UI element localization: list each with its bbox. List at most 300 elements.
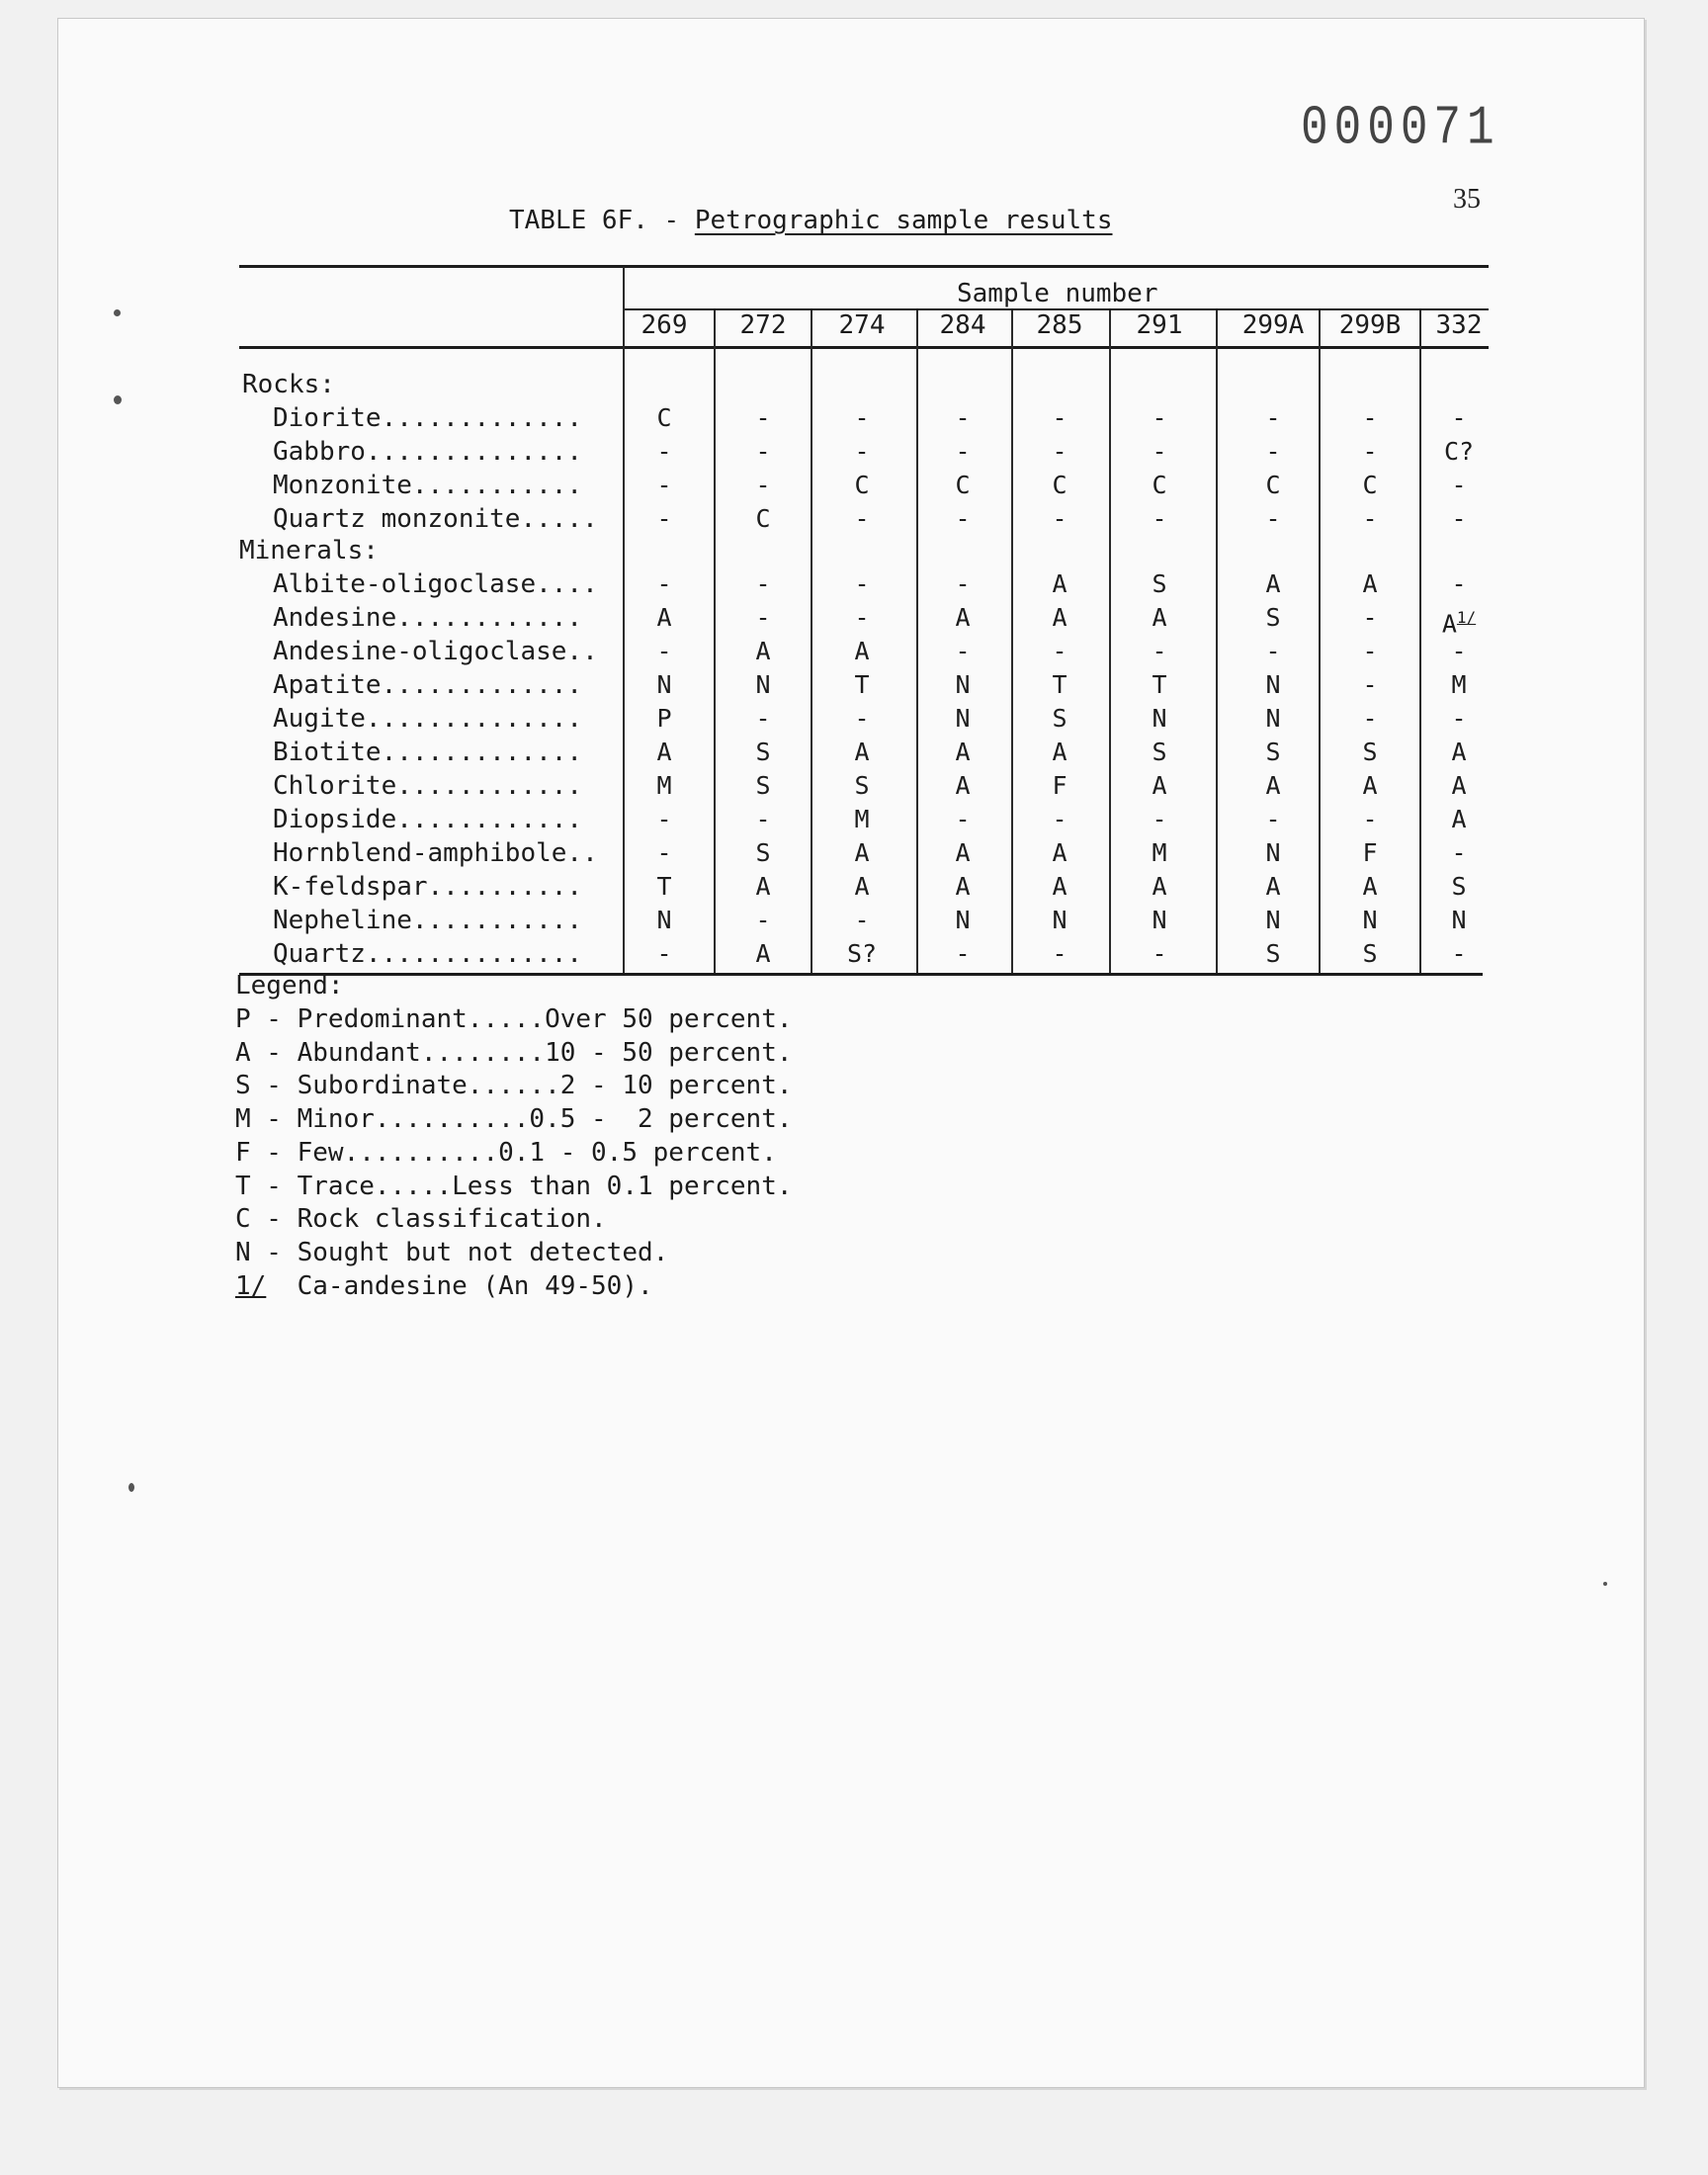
- cell-value: -: [854, 504, 870, 533]
- table-cell: [1243, 771, 1303, 801]
- table-cell: [832, 569, 892, 599]
- legend-footnote-text: Ca-andesine (An 49-50).: [266, 1271, 653, 1301]
- table-cell: [1030, 603, 1089, 633]
- table-cell: [933, 805, 992, 834]
- column-header: 332: [1435, 310, 1483, 340]
- row-label: Quartz monzonite.....: [273, 504, 598, 534]
- table-cell: [1429, 637, 1489, 666]
- table-cell: [933, 637, 992, 666]
- cell-value: S: [1052, 704, 1068, 733]
- table-cell: [933, 939, 992, 969]
- cell-value: S: [1362, 738, 1378, 766]
- table-cell: [1340, 403, 1400, 433]
- column-header: 274: [838, 310, 886, 340]
- section-label: Rocks:: [242, 370, 335, 399]
- cell-value: S: [755, 771, 771, 800]
- section-label: Minerals:: [239, 536, 379, 566]
- table-cell: [635, 939, 694, 969]
- table-cell: [1429, 872, 1489, 902]
- cell-value: -: [1362, 603, 1378, 632]
- cell-value: -: [1265, 403, 1281, 432]
- column-header: 285: [1036, 310, 1083, 340]
- table-cell: [733, 637, 793, 666]
- row-label: Apatite.............: [273, 670, 583, 700]
- legend-footnote: [235, 1271, 653, 1301]
- row-label: Quartz..............: [273, 939, 583, 969]
- cell-value: -: [955, 504, 971, 533]
- table-cell: [1243, 906, 1303, 935]
- cell-value: -: [755, 471, 771, 499]
- page-number: 35: [1453, 184, 1481, 215]
- cell-value: -: [854, 704, 870, 733]
- cell-value: N: [1362, 906, 1378, 934]
- table-cell: [1243, 437, 1303, 467]
- cell-value: C: [955, 471, 971, 499]
- table-cell: [1340, 872, 1400, 902]
- cell-value: T: [656, 872, 672, 901]
- cell-value: -: [854, 603, 870, 632]
- cell-value: -: [1052, 637, 1068, 665]
- cell-value: A: [1052, 738, 1068, 766]
- legend-footnote-mark: 1/: [235, 1271, 267, 1301]
- table-cell: [933, 504, 992, 534]
- legend-item: P - Predominant.....Over 50 percent.: [235, 1004, 793, 1034]
- table-cell: [1130, 738, 1189, 767]
- cell-value: C: [1362, 471, 1378, 499]
- cell-value: -: [656, 504, 672, 533]
- table-cell: [1243, 569, 1303, 599]
- column-header: 291: [1136, 310, 1183, 340]
- legend-item: S - Subordinate......2 - 10 percent.: [235, 1071, 793, 1101]
- table-cell: [635, 403, 694, 433]
- table-cell: [1340, 569, 1400, 599]
- table-cell: [1243, 670, 1303, 700]
- cell-value: A: [755, 872, 771, 901]
- cell-value: S: [1265, 738, 1281, 766]
- cell-value: -: [755, 906, 771, 934]
- cell-value: -: [1451, 939, 1467, 968]
- column-divider: [1319, 310, 1321, 973]
- table-cell: [1130, 771, 1189, 801]
- table-bottom-rule: [239, 973, 1483, 976]
- row-label: Gabbro..............: [273, 437, 583, 467]
- table-title: [509, 206, 1112, 235]
- column-group-header: Sample number: [957, 279, 1158, 308]
- cell-value: -: [656, 805, 672, 833]
- table-cell: [1429, 670, 1489, 700]
- row-label: Monzonite...........: [273, 471, 583, 500]
- cell-value: -: [955, 637, 971, 665]
- table-cell: [1030, 504, 1089, 534]
- table-cell: [635, 704, 694, 734]
- cell-value: F: [1052, 771, 1068, 800]
- cell-value: -: [1451, 471, 1467, 499]
- cell-value: -: [1152, 403, 1167, 432]
- table-cell: [1429, 504, 1489, 534]
- cell-value: A: [854, 637, 870, 665]
- cell-value: -: [656, 437, 672, 466]
- table-cell: [1340, 738, 1400, 767]
- table-cell: [933, 603, 992, 633]
- table-cell: [832, 805, 892, 834]
- cell-value: -: [1265, 504, 1281, 533]
- cell-value: A: [1441, 609, 1457, 639]
- table-cell: [733, 771, 793, 801]
- row-label: Diopside............: [273, 805, 583, 834]
- row-label: Nepheline...........: [273, 906, 583, 935]
- table-cell: [1243, 805, 1303, 834]
- row-label: K-feldspar..........: [273, 872, 583, 902]
- cell-value: M: [1451, 670, 1467, 699]
- table-cell: [832, 872, 892, 902]
- cell-value: M: [854, 805, 870, 833]
- table-cell: [933, 838, 992, 868]
- cell-value: M: [1152, 838, 1167, 867]
- table-cell: [1243, 603, 1303, 633]
- cell-value: A: [1152, 771, 1167, 800]
- table-cell: [1429, 569, 1489, 599]
- table-cell: [1030, 637, 1089, 666]
- column-divider: [811, 310, 812, 973]
- cell-value: C: [854, 471, 870, 499]
- table-cell: [1130, 504, 1189, 534]
- cell-value: -: [755, 403, 771, 432]
- cell-value: N: [656, 670, 672, 699]
- cell-value: A: [1362, 771, 1378, 800]
- table-cell: [832, 939, 892, 969]
- cell-value: M: [656, 771, 672, 800]
- row-label: Diorite.............: [273, 403, 583, 433]
- cell-value: -: [755, 704, 771, 733]
- cell-value: A: [656, 603, 672, 632]
- column-divider: [1216, 310, 1218, 973]
- table-cell: [1030, 939, 1089, 969]
- cell-value: F: [1362, 838, 1378, 867]
- cell-value: -: [1265, 805, 1281, 833]
- table-cell: [733, 704, 793, 734]
- cell-value: -: [1362, 437, 1378, 466]
- cell-value: N: [1451, 906, 1467, 934]
- table-cell: [1429, 704, 1489, 734]
- table-cell: [832, 637, 892, 666]
- table-cell: [1030, 704, 1089, 734]
- legend-item: M - Minor..........0.5 - 2 percent.: [235, 1104, 793, 1135]
- table-cell: [635, 437, 694, 467]
- cell-value: -: [1362, 704, 1378, 733]
- header-bottom-rule: [239, 346, 1489, 349]
- document-stamp-number: 000071: [1301, 97, 1500, 160]
- table-cell: [635, 670, 694, 700]
- table-cell: [1030, 403, 1089, 433]
- cell-value: A: [1265, 569, 1281, 598]
- table-cell: [1243, 838, 1303, 868]
- cell-value: S: [1152, 569, 1167, 598]
- cell-value: -: [1052, 805, 1068, 833]
- cell-value: A: [1362, 872, 1378, 901]
- table-cell: [635, 872, 694, 902]
- cell-value: A: [854, 838, 870, 867]
- cell-value: A: [1052, 872, 1068, 901]
- cell-value: -: [955, 437, 971, 466]
- table-cell: [733, 403, 793, 433]
- table-cell: [832, 603, 892, 633]
- table-cell: [933, 403, 992, 433]
- cell-value: N: [656, 906, 672, 934]
- cell-value: -: [755, 569, 771, 598]
- cell-value: -: [656, 637, 672, 665]
- cell-value: S: [755, 738, 771, 766]
- cell-value: A: [1265, 872, 1281, 901]
- cell-value: N: [955, 704, 971, 733]
- footnote-marker: 1/: [1456, 608, 1477, 627]
- table-cell: [1243, 939, 1303, 969]
- cell-value: -: [755, 805, 771, 833]
- table-cell: [1340, 704, 1400, 734]
- table-cell: [1243, 738, 1303, 767]
- scan-speck: [128, 1483, 134, 1492]
- cell-value: -: [1451, 569, 1467, 598]
- cell-value: P: [656, 704, 672, 733]
- row-label: Augite..............: [273, 704, 583, 734]
- table-cell: [933, 906, 992, 935]
- row-label: Chlorite............: [273, 771, 583, 801]
- cell-value: -: [1362, 805, 1378, 833]
- table-cell: [933, 670, 992, 700]
- table-cell: [1130, 939, 1189, 969]
- table-cell: [1030, 805, 1089, 834]
- column-header: 299A: [1241, 310, 1305, 340]
- table-cell: [1030, 471, 1089, 500]
- table-cell: [635, 906, 694, 935]
- cell-value: -: [854, 437, 870, 466]
- table-cell: [1130, 704, 1189, 734]
- row-label: Albite-oligoclase....: [273, 569, 598, 599]
- table-cell: [635, 471, 694, 500]
- cell-value: C: [1265, 471, 1281, 499]
- table-title-main: Petrographic sample results: [694, 206, 1113, 235]
- table-cell: [1030, 838, 1089, 868]
- legend-item: N - Sought but not detected.: [235, 1237, 669, 1267]
- cell-value: -: [955, 939, 971, 968]
- legend-item: T - Trace.....Less than 0.1 percent.: [235, 1171, 793, 1201]
- table-cell: [1429, 838, 1489, 868]
- table-cell: [1429, 939, 1489, 969]
- cell-value: C: [656, 403, 672, 432]
- cell-value: -: [955, 403, 971, 432]
- table-cell: [1243, 872, 1303, 902]
- table-cell: [1340, 603, 1400, 633]
- table-cell: [1030, 569, 1089, 599]
- cell-value: N: [1265, 838, 1281, 867]
- cell-value: A: [1052, 603, 1068, 632]
- cell-value: N: [1265, 670, 1281, 699]
- cell-value: A: [1152, 603, 1167, 632]
- cell-value: A: [656, 738, 672, 766]
- cell-value: S: [1265, 939, 1281, 968]
- column-header: 299B: [1338, 310, 1402, 340]
- cell-value: A: [955, 838, 971, 867]
- table-cell: [1130, 670, 1189, 700]
- cell-value: N: [1152, 704, 1167, 733]
- column-divider: [1419, 310, 1421, 973]
- table-cell: [1340, 670, 1400, 700]
- cell-value: N: [1265, 906, 1281, 934]
- column-divider: [714, 310, 716, 973]
- cell-value: A: [1052, 569, 1068, 598]
- row-label: Biotite.............: [273, 738, 583, 767]
- table-cell: [1340, 437, 1400, 467]
- cell-value: A: [1362, 569, 1378, 598]
- cell-value: -: [656, 939, 672, 968]
- table-cell: [733, 838, 793, 868]
- cell-value: A: [1451, 738, 1467, 766]
- cell-value: -: [1152, 805, 1167, 833]
- table-cell: [1130, 805, 1189, 834]
- cell-value: A: [1451, 771, 1467, 800]
- cell-value: A: [1451, 805, 1467, 833]
- table-cell: [1130, 471, 1189, 500]
- cell-value: -: [656, 471, 672, 499]
- cell-value: -: [1152, 437, 1167, 466]
- table-cell: [635, 805, 694, 834]
- cell-value: N: [955, 906, 971, 934]
- cell-value: -: [1052, 437, 1068, 466]
- cell-value: A: [854, 738, 870, 766]
- table-cell: [832, 704, 892, 734]
- column-divider: [1109, 310, 1111, 973]
- table-top-rule: [239, 265, 1489, 268]
- cell-value: -: [1451, 504, 1467, 533]
- table-cell: [1429, 805, 1489, 834]
- table-cell: [733, 872, 793, 902]
- table-cell: [1243, 471, 1303, 500]
- table-cell: [1030, 906, 1089, 935]
- cell-value: T: [1152, 670, 1167, 699]
- cell-value: S: [1152, 738, 1167, 766]
- column-divider: [916, 310, 918, 973]
- table-cell: [1130, 437, 1189, 467]
- scan-speck: [114, 395, 122, 404]
- cell-value: -: [955, 805, 971, 833]
- cell-value: -: [1362, 670, 1378, 699]
- scan-speck: [1603, 1582, 1607, 1586]
- row-label: Andesine............: [273, 603, 583, 633]
- table-cell: [933, 704, 992, 734]
- cell-value: -: [1152, 939, 1167, 968]
- cell-value: N: [955, 670, 971, 699]
- table-cell: [733, 471, 793, 500]
- cell-value: -: [1451, 704, 1467, 733]
- cell-value: N: [755, 670, 771, 699]
- table-cell: [933, 471, 992, 500]
- table-cell: [1130, 906, 1189, 935]
- cell-value: -: [1052, 504, 1068, 533]
- scan-speck: [114, 309, 121, 316]
- cell-value: -: [755, 603, 771, 632]
- cell-value: -: [1152, 637, 1167, 665]
- cell-value: A: [854, 872, 870, 901]
- cell-value: -: [1052, 939, 1068, 968]
- table-cell: [1243, 403, 1303, 433]
- table-cell: [733, 569, 793, 599]
- table-cell: [1243, 637, 1303, 666]
- table-cell: [1030, 670, 1089, 700]
- table-cell: [1130, 872, 1189, 902]
- legend-item: F - Few..........0.1 - 0.5 percent.: [235, 1137, 777, 1168]
- table-cell: [733, 906, 793, 935]
- cell-value: -: [1152, 504, 1167, 533]
- table-cell: [733, 504, 793, 534]
- table-cell: [1340, 637, 1400, 666]
- table-cell: [1340, 771, 1400, 801]
- table-cell: [635, 603, 694, 633]
- table-cell: [635, 569, 694, 599]
- table-cell: [832, 838, 892, 868]
- table-cell: [933, 738, 992, 767]
- column-divider: [623, 267, 625, 973]
- table-cell: [1030, 738, 1089, 767]
- table-cell: [1130, 569, 1189, 599]
- table-cell: [635, 771, 694, 801]
- cell-value: -: [1362, 504, 1378, 533]
- cell-value: C: [1152, 471, 1167, 499]
- table-cell: [832, 771, 892, 801]
- table-cell: [1130, 637, 1189, 666]
- cell-value: A: [955, 872, 971, 901]
- cell-value: -: [1362, 637, 1378, 665]
- table-cell: [1340, 504, 1400, 534]
- table-cell: [1340, 906, 1400, 935]
- cell-value: A: [1052, 838, 1068, 867]
- cell-value: C?: [1443, 437, 1475, 466]
- table-cell: [832, 670, 892, 700]
- cell-value: -: [955, 569, 971, 598]
- table-cell: [832, 403, 892, 433]
- cell-value: N: [1152, 906, 1167, 934]
- table-cell: [1429, 906, 1489, 935]
- cell-value: C: [1052, 471, 1068, 499]
- table-cell: [733, 670, 793, 700]
- cell-value: T: [854, 670, 870, 699]
- cell-value: -: [755, 437, 771, 466]
- cell-value: -: [1451, 637, 1467, 665]
- table-cell: [635, 838, 694, 868]
- cell-value: -: [1052, 403, 1068, 432]
- table-cell: [1243, 704, 1303, 734]
- legend-item: C - Rock classification.: [235, 1204, 607, 1235]
- table-cell: [635, 504, 694, 534]
- cell-value: A: [955, 738, 971, 766]
- cell-value: -: [1362, 403, 1378, 432]
- cell-value: C: [755, 504, 771, 533]
- column-divider: [1011, 310, 1013, 973]
- cell-value: S: [854, 771, 870, 800]
- table-cell: [832, 738, 892, 767]
- legend-item: A - Abundant........10 - 50 percent.: [235, 1037, 793, 1068]
- cell-value: -: [1451, 403, 1467, 432]
- table-cell: [635, 637, 694, 666]
- cell-value: -: [1451, 838, 1467, 867]
- table-cell: [1340, 838, 1400, 868]
- table-cell: [1429, 738, 1489, 767]
- table-cell: [1243, 504, 1303, 534]
- table-cell: [832, 471, 892, 500]
- table-cell: [1340, 805, 1400, 834]
- column-header: 284: [939, 310, 986, 340]
- table-cell: [733, 738, 793, 767]
- cell-value: -: [1265, 637, 1281, 665]
- table-cell: [1340, 471, 1400, 500]
